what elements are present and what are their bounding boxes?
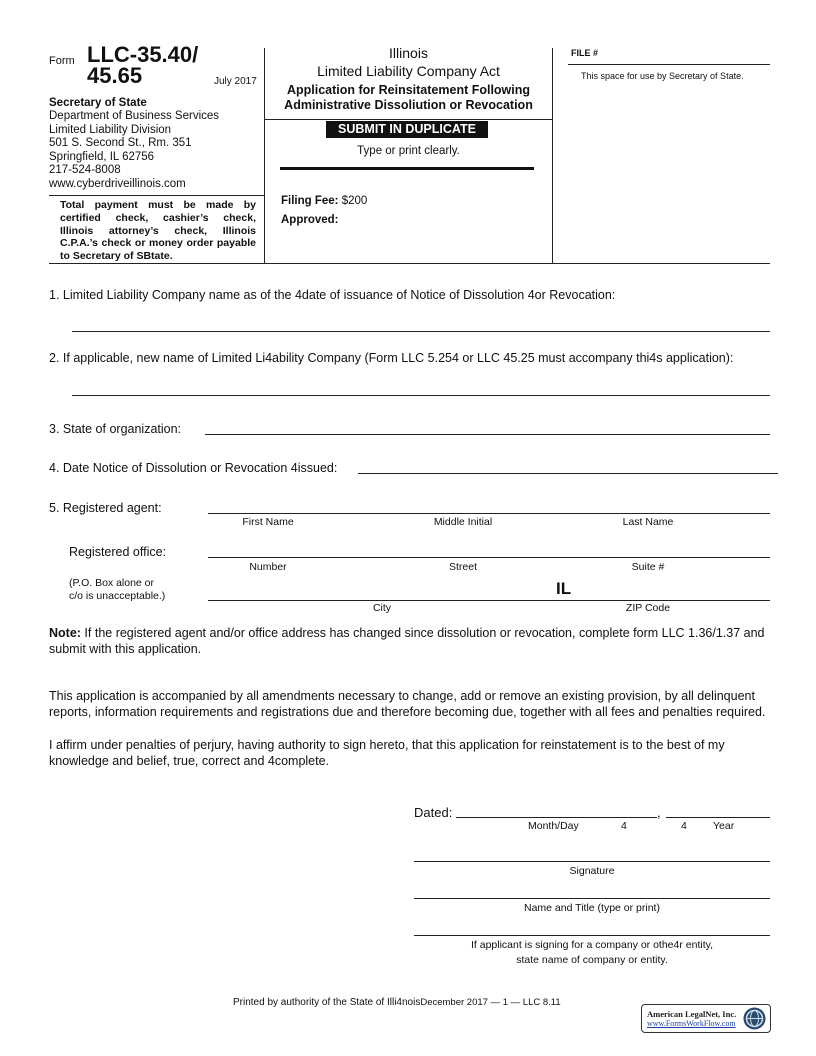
form-number-line-1: LLC-35.40/ — [87, 42, 199, 67]
office-street-label: Street — [448, 561, 477, 573]
registered-agent-line[interactable] — [208, 513, 770, 514]
approved-label: Approved: — [281, 214, 339, 226]
city-label: City — [372, 602, 392, 614]
name-title-label: Name and Title (type or print) — [524, 902, 660, 914]
payment-note: Total payment must be made by certified check, cashier’s check, Illinois attorney’s check, Illinois C.P.A.’s check or money order payable to Secretary of SBtate. — [60, 199, 256, 263]
legalnet-name: American LegalNet, Inc. — [647, 1009, 737, 1019]
company-note-line-2: state name of company or entity. — [516, 954, 668, 966]
office-line: 501 S. Second St., Rm. 351 — [49, 137, 192, 149]
office-line: Springfield, IL 62756 — [49, 150, 155, 163]
question-4: 4. Date Notice of Dissolution or Revocation 4issued: — [49, 461, 338, 475]
company-note — [414, 938, 770, 968]
month-day-label: Month/Day — [528, 820, 579, 832]
note-label: Note: — [49, 626, 81, 640]
question-2: 2. If applicable, new name of Limited Li4ability Company (Form LLC 5.254 or LLC 45.25 must accompany thi4s application): — [49, 351, 734, 365]
affirmation-paragraph: I affirm under penalties of perjury, having authority to sign hereto, that this application for reinstatement is to the best of my knowledge and belief, true, correct and 4complete. — [49, 738, 725, 768]
form-date: July 2017 — [214, 76, 257, 87]
question-3: 3. State of organization: — [49, 422, 182, 436]
filing-fee — [281, 195, 367, 207]
application-title-line-2: Administrative Dissoliution or Revocation — [284, 98, 533, 112]
footer-issue: December 2017 — 1 — LLC 8.11 — [420, 997, 561, 1008]
legalnet-url[interactable]: www.FormsWorkFlow.com — [647, 1019, 736, 1028]
registered-office-label: Registered office: — [69, 545, 167, 559]
sos-space-note: This space for use by Secretary of State. — [581, 71, 744, 81]
office-title: Secretary of State — [49, 97, 147, 109]
city-zip-line[interactable] — [208, 600, 770, 601]
file-number-label: FILE # — [571, 48, 599, 58]
application-title — [265, 83, 552, 113]
act-name: Limited Liability Company Act — [317, 63, 500, 79]
office-line: Department of Business Services — [49, 110, 220, 122]
year-label: Year — [713, 820, 735, 832]
submit-in-duplicate-banner: SUBMIT IN DUPLICATE — [326, 121, 488, 138]
type-print-instruction: Type or print clearly. — [357, 145, 460, 157]
form-number-line-2: 45.65 — [87, 63, 143, 88]
office-suite-label: Suite # — [631, 561, 665, 573]
office-website: www.cyberdriveillinois.com — [49, 177, 186, 190]
footer-authority: Printed by authority of the State of Illi4nois — [233, 997, 421, 1008]
footer-printed-by — [233, 997, 561, 1008]
legalnet-badge[interactable] — [641, 1004, 771, 1033]
po-box-note-line-1: (P.O. Box alone or — [69, 577, 155, 589]
state-name: Illinois — [389, 45, 428, 61]
stray-mark-b: 4 — [681, 820, 687, 832]
amendments-paragraph: This application is accompanied by all amendments necessary to change, add or remove an existing provision, by all delinquent reports, information requirements and registrations due and therefore becoming due, together with all fees and penalties required. — [49, 689, 766, 719]
filing-fee-value: $200 — [341, 195, 368, 207]
globe-logo-icon — [742, 1006, 767, 1031]
state-of-organization-line[interactable] — [205, 434, 770, 435]
signature-line[interactable] — [414, 861, 770, 862]
name-title-line[interactable] — [414, 898, 770, 899]
thick-rule — [280, 167, 534, 170]
dated-year-line[interactable] — [666, 817, 770, 818]
address-change-note — [49, 625, 773, 657]
form-number — [87, 44, 198, 86]
header-divider-right — [552, 48, 553, 263]
office-line: 217-524-8008 — [49, 164, 121, 176]
company-name-sign-line[interactable] — [414, 935, 770, 936]
po-box-note — [69, 577, 165, 603]
filing-fee-label: Filing Fee: — [281, 195, 339, 207]
file-number-line — [568, 64, 770, 65]
registered-office-line[interactable] — [208, 557, 770, 558]
application-title-line-1: Application for Reinsitatement Following — [286, 83, 531, 97]
center-header-divider — [264, 119, 552, 120]
office-address — [49, 110, 219, 191]
agent-last-name-label: Last Name — [622, 516, 674, 528]
company-name-line[interactable] — [72, 331, 770, 332]
question-1: 1. Limited Liability Company name as of the 4date of issuance of Notice of Dissolution 4or Revocation: — [49, 288, 616, 302]
state-code: IL — [556, 579, 572, 598]
agent-first-name-label: First Name — [242, 516, 294, 528]
office-number-label: Number — [249, 561, 287, 573]
note-text: If the registered agent and/or office address has changed since dissolution or revocation, complete form LLC 1.36/1.37 and submit with this application. — [49, 626, 765, 656]
payment-box-top-line — [49, 195, 265, 196]
dated-comma: , — [657, 805, 661, 820]
question-5: 5. Registered agent: — [49, 501, 162, 515]
dated-month-day-line[interactable] — [456, 817, 657, 818]
po-box-note-line-2: c/o is unacceptable.) — [69, 590, 166, 602]
notice-date-line[interactable] — [358, 473, 778, 474]
company-note-line-1: If applicant is signing for a company or othe4r entity, — [470, 939, 714, 951]
form-prefix: Form — [49, 55, 75, 67]
agent-middle-initial-label: Middle Initial — [433, 516, 493, 528]
signature-label: Signature — [569, 865, 615, 877]
dated-label: Dated: — [414, 805, 453, 820]
office-line: Limited Liability Division — [49, 123, 172, 136]
header-bottom-line — [49, 263, 770, 264]
new-name-line[interactable] — [72, 395, 770, 396]
stray-mark-a: 4 — [621, 820, 627, 832]
zip-code-label: ZIP Code — [625, 602, 671, 614]
